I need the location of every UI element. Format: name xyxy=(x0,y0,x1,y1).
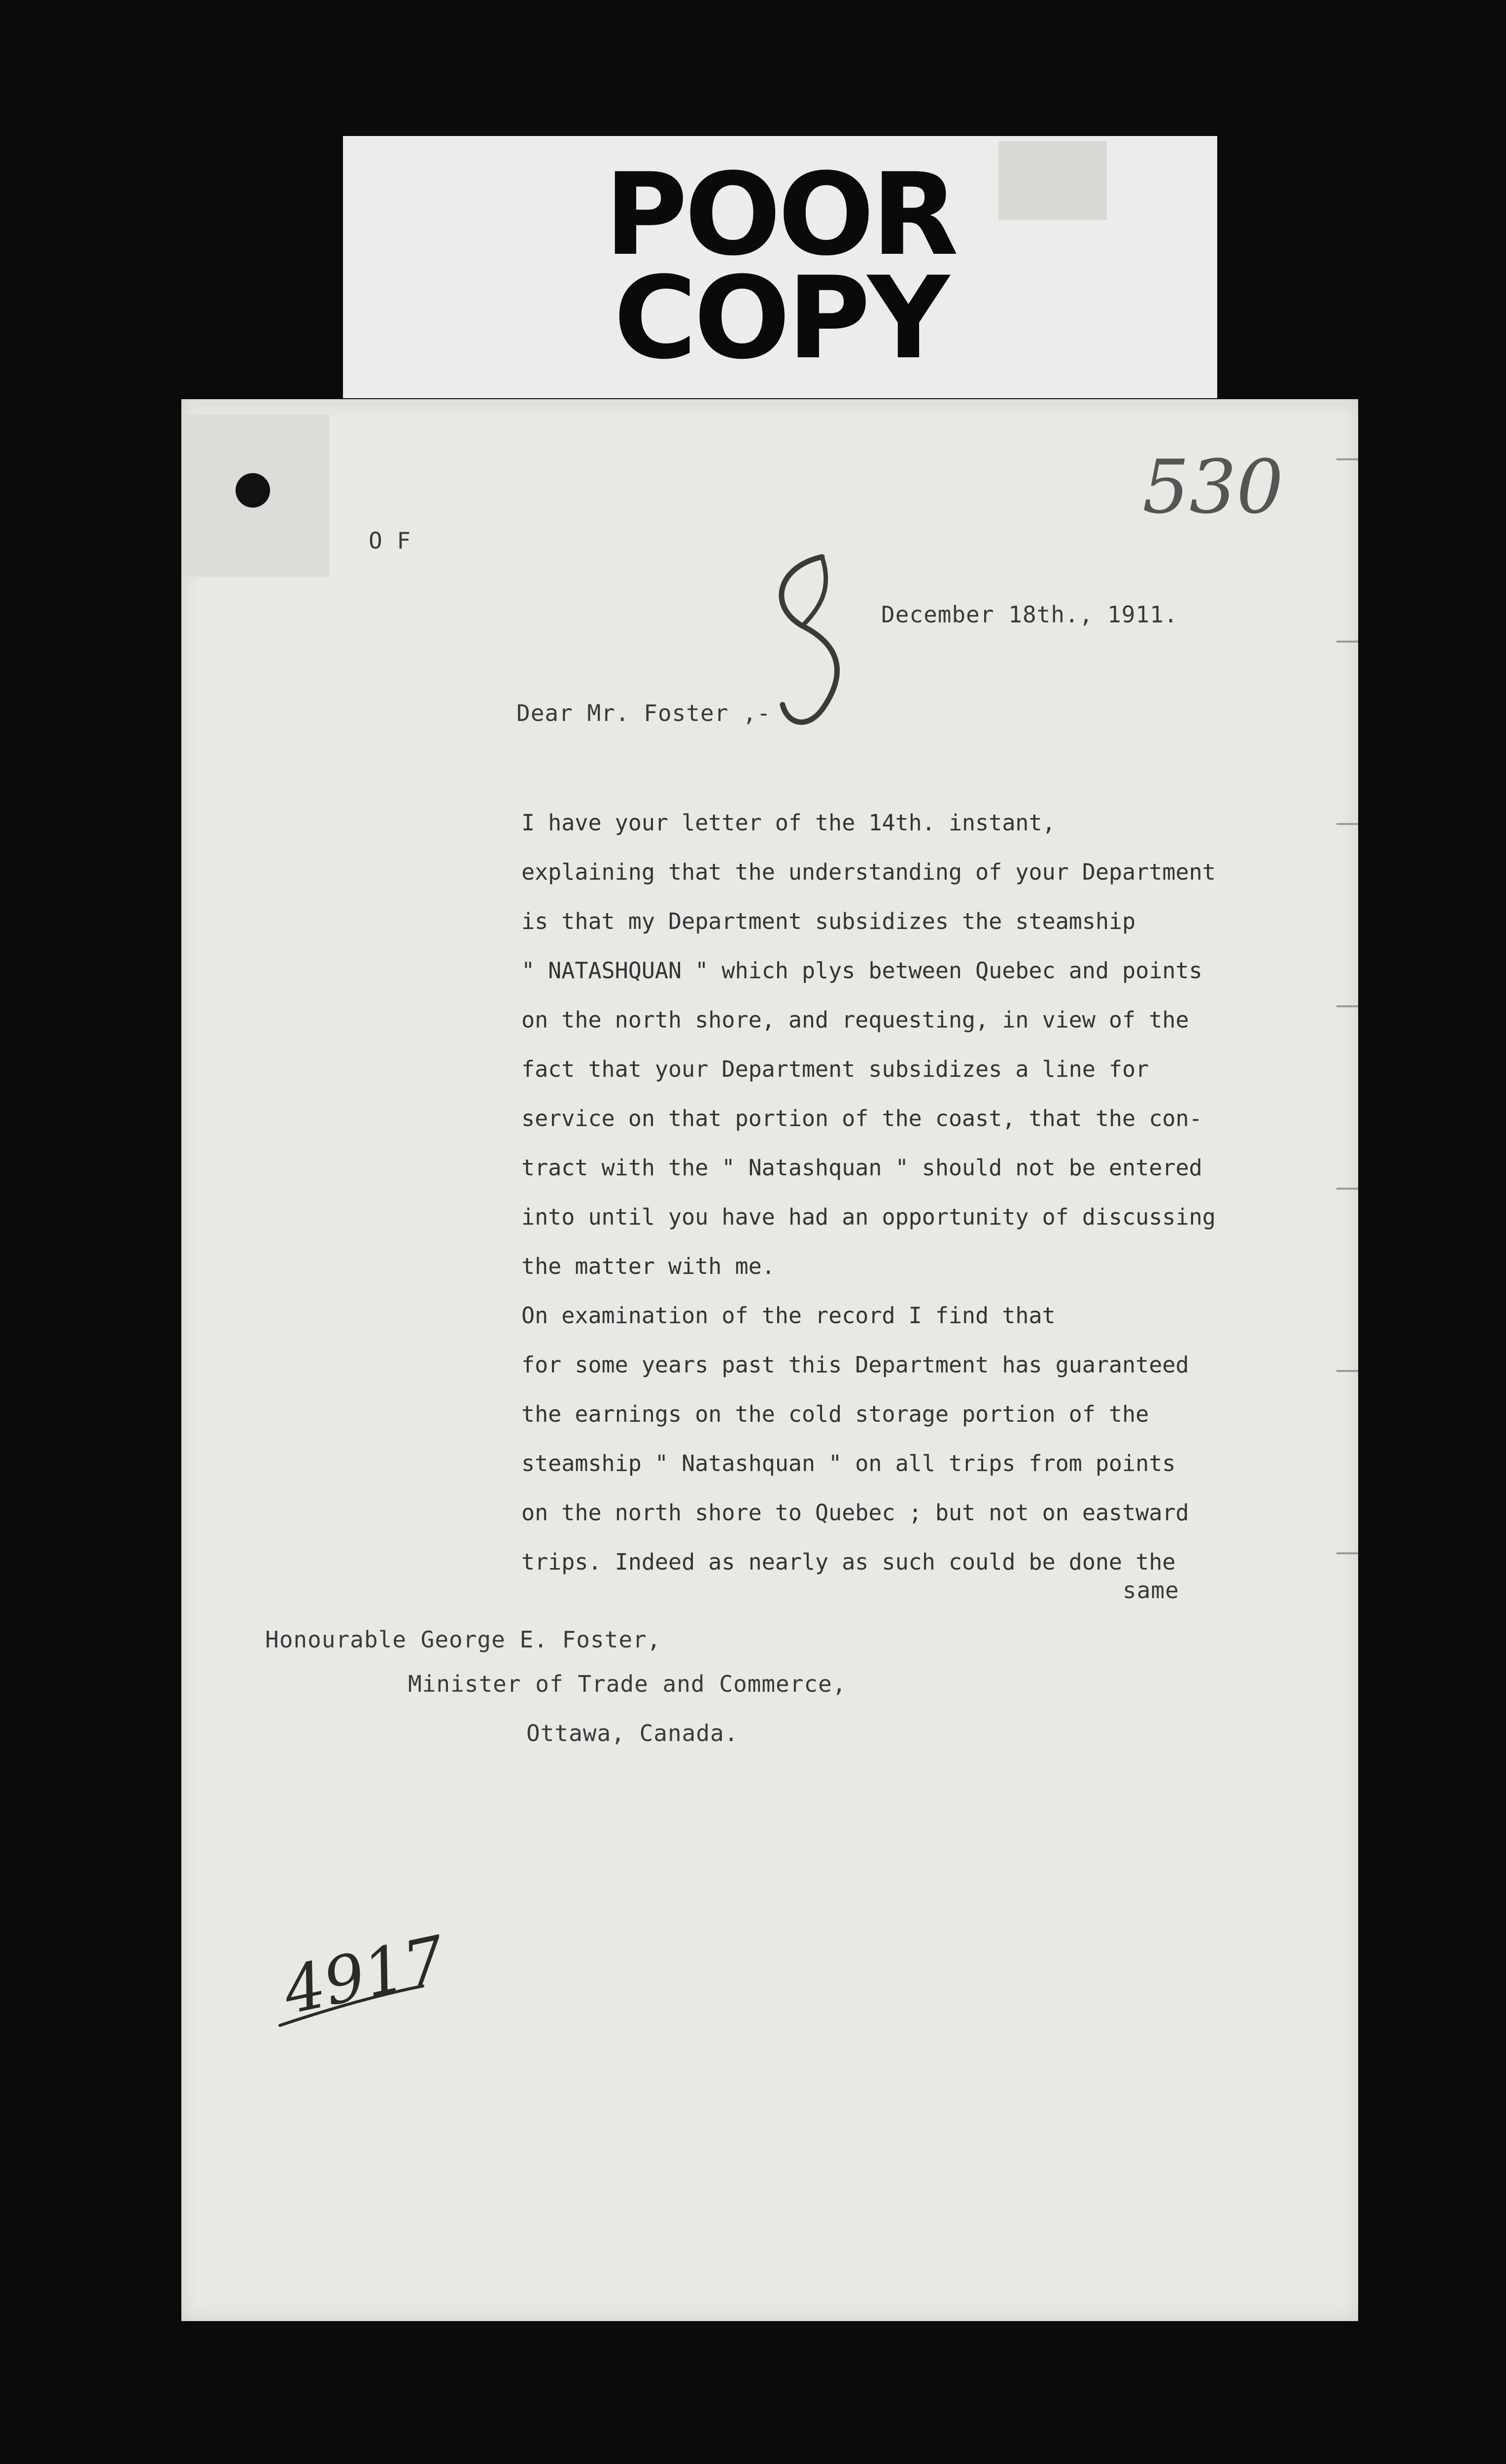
letter-page xyxy=(181,399,1358,2321)
salutation: Dear Mr. Foster ,- xyxy=(516,700,771,726)
body-line: explaining that the understanding of your Department xyxy=(521,859,1216,885)
office-code: O F xyxy=(369,527,411,554)
handwritten-file-note xyxy=(275,1921,452,2040)
body-line: the matter with me. xyxy=(521,1253,775,1279)
svg-text:4917: 4917 xyxy=(276,1921,452,2029)
body-line: service on that portion of the coast, that the con- xyxy=(521,1105,1202,1131)
body-line: on the north shore, and requesting, in view of the xyxy=(521,1007,1189,1033)
body-line: fact that your Department subsidizes a line for xyxy=(521,1056,1149,1082)
letter-body xyxy=(521,798,1216,1587)
body-line: the earnings on the cold storage portion of the xyxy=(521,1401,1149,1427)
body-line: is that my Department subsidizes the steamship xyxy=(521,908,1136,934)
poor-copy-line-2: COPY xyxy=(614,253,947,384)
body-line: trips. Indeed as nearly as such could be done the xyxy=(521,1549,1176,1575)
letter-date: December 18th., 1911. xyxy=(881,601,1178,628)
addressee-location: Ottawa, Canada. xyxy=(526,1720,739,1746)
body-line: on the north shore to Quebec ; but not on eastward xyxy=(521,1500,1189,1526)
poor-copy-line-1: POOR xyxy=(604,149,956,281)
next-page-catchword: same xyxy=(1123,1577,1179,1604)
body-line: I have your letter of the 14th. instant, xyxy=(521,810,1056,836)
label-smudge xyxy=(998,141,1107,220)
handwritten-page-number xyxy=(1137,439,1295,537)
body-line: steamship " Natashquan " on all trips from points xyxy=(521,1450,1176,1476)
addressee-name: Honourable George E. Foster, xyxy=(265,1626,661,1653)
poor-copy-label xyxy=(343,136,1217,398)
body-line: " NATASHQUAN " which plys between Quebec and points xyxy=(521,958,1202,984)
body-line: tract with the " Natashquan " should not be entered xyxy=(521,1155,1202,1181)
body-line: for some years past this Department has guaranteed xyxy=(521,1352,1189,1378)
addressee-title: Minister of Trade and Commerce, xyxy=(408,1671,847,1697)
svg-text:530: 530 xyxy=(1142,445,1284,530)
body-line: into until you have had an opportunity of discussing xyxy=(521,1204,1216,1230)
punch-hole xyxy=(236,473,270,508)
body-line: On examination of the record I find that xyxy=(521,1302,1056,1329)
